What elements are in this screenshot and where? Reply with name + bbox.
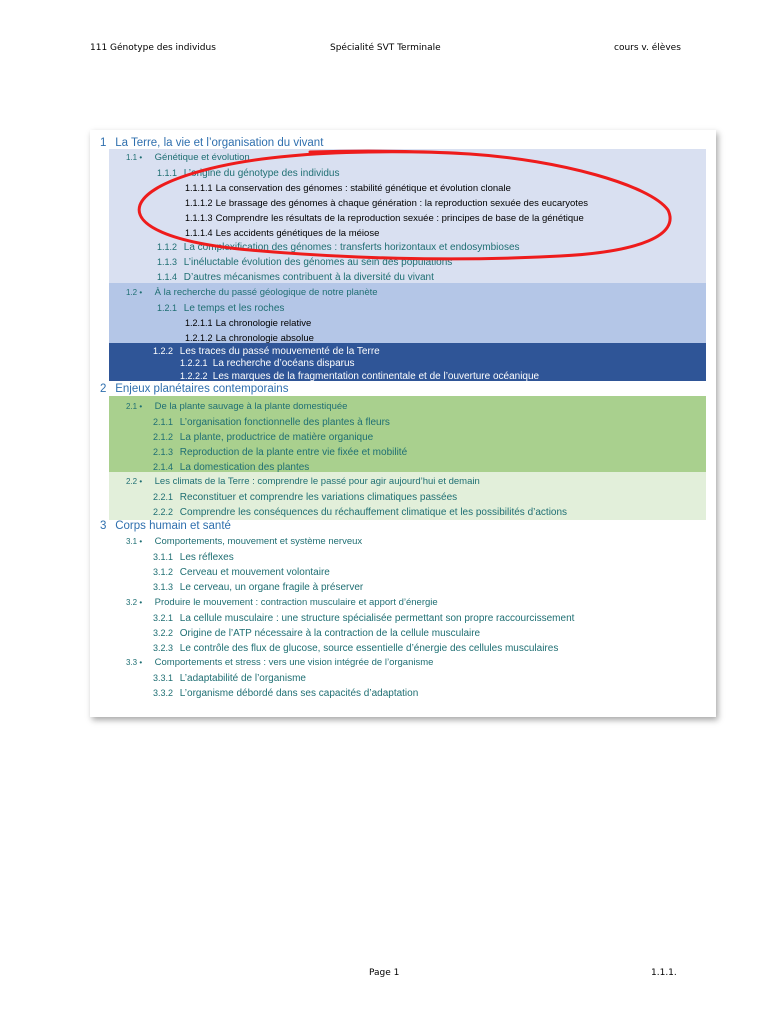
toc-number: 3.1.2 [153,567,174,577]
toc-title: La plante, productrice de matière organique [179,432,374,443]
toc-number: 2.1.2 [153,432,174,442]
toc-title: Comprendre les résultats de la reproduction sexuée : principes de base de la génétique [215,213,584,224]
toc-number: 1.2.2 [153,346,174,356]
toc-title: L’inéluctable évolution des génomes au sein des populations [183,257,453,268]
toc-title: Le contrôle des flux de glucose, source essentielle d’énergie des cellules musculaires [179,643,559,654]
toc-title: Comprendre les conséquences du réchauffement climatique et les possibilités d’actions [179,507,568,518]
toc-title: La recherche d’océans disparus [212,358,355,369]
toc-number: 1.1.4 [157,272,178,282]
toc-title: L’adaptabilité de l’organisme [179,673,306,684]
toc-number: 2.2.2 [153,507,174,517]
toc-number: 3.2.2 [153,628,174,638]
toc-title: La conservation des génomes : stabilité génétique et évolution clonale [215,183,511,194]
toc-number: 2.1.3 [153,447,174,457]
toc-title: À la recherche du passé géologique de notre planète [154,287,378,298]
toc-title: Les marques de la fragmentation continentale et de l’ouverture océanique [212,371,540,382]
toc-title: La chronologie absolue [215,333,314,344]
toc-number: 3.2 • [126,598,143,607]
toc-number: 2.1.1 [153,417,174,427]
toc-title: D’autres mécanismes contribuent à la diversité du vivant [183,272,434,283]
toc-number: 1.1.1 [157,168,178,178]
toc-number: 3.2.3 [153,643,174,653]
toc-number: 1.1.3 [157,257,178,267]
toc-title: La cellule musculaire : une structure spécialisée permettant son propre raccourcissement [179,613,575,624]
toc-title: L’organisme débordé dans ses capacités d’adaptation [179,688,419,699]
toc-number: 3.1 • [126,537,143,546]
toc-number: 1.2 • [126,288,143,297]
toc-number: 1.1.1.4 [185,228,213,238]
toc-title: Cerveau et mouvement volontaire [179,567,330,578]
toc-number: 2.2 • [126,477,143,486]
toc-number: 3.3.1 [153,673,174,683]
toc-title: Comportements et stress : vers une vision intégrée de l’organisme [154,657,434,668]
toc-title: Les accidents génétiques de la méiose [215,228,380,239]
toc-title: La domestication des plantes [179,462,310,473]
toc-number: 3.2.1 [153,613,174,623]
toc-number: 1.2.1 [157,303,178,313]
header-center: Spécialité SVT Terminale [330,43,441,53]
toc-number: 1.2.1.2 [185,333,213,343]
toc-title: Reproduction de la plante entre vie fixée et mobilité [179,447,408,458]
toc-number: 3.1.1 [153,552,174,562]
toc-title: Comportements, mouvement et système nerveux [154,536,363,547]
toc-number: 2 [100,383,107,395]
toc-title: De la plante sauvage à la plante domestiquée [154,401,348,412]
toc-number: 1.2.2.1 [180,358,208,368]
toc-title: L’origine du génotype des individus [183,168,340,179]
toc-title: Les traces du passé mouvementé de la Terre [179,346,380,357]
toc-number: 1.1 • [126,153,143,162]
toc-number: 1.1.1.1 [185,183,213,193]
toc-number: 2.2.1 [153,492,174,502]
toc-number: 3.3 • [126,658,143,667]
footer-page: Page 1 [369,968,400,978]
toc-title: Le cerveau, un organe fragile à préserver [179,582,364,593]
toc-title: La complexification des génomes : transferts horizontaux et endosymbioses [183,242,520,253]
toc-number: 1.1.1.3 [185,213,213,223]
toc-number: 2.1.4 [153,462,174,472]
toc-title: Origine de l’ATP nécessaire à la contraction de la cellule musculaire [179,628,481,639]
toc-title: Les climats de la Terre : comprendre le passé pour agir aujourd’hui et demain [154,476,480,487]
toc-number: 1.1.1.2 [185,198,213,208]
toc-number: 1.1.2 [157,242,178,252]
header-right: cours v. élèves [614,43,681,53]
toc-number: 3.1.3 [153,582,174,592]
toc-title: Enjeux planétaires contemporains [115,383,289,395]
toc-number: 2.1 • [126,402,143,411]
toc-number: 1 [100,137,107,149]
toc-title: La chronologie relative [215,318,312,329]
toc-title: Produire le mouvement : contraction musculaire et apport d’énergie [154,597,438,608]
toc-number: 1.2.2.2 [180,371,208,381]
header-left: 111 Génotype des individus [90,43,216,53]
toc-title: Le brassage des génomes à chaque génération : la reproduction sexuée des eucaryotes [215,198,588,209]
footer-ref: 1.1.1. [651,968,677,978]
toc-title: Le temps et les roches [183,303,285,314]
toc-number: 3 [100,520,107,532]
toc-title: Génétique et évolution [154,152,250,163]
toc-title: La Terre, la vie et l’organisation du vivant [115,137,324,149]
toc-number: 1.2.1.1 [185,318,213,328]
toc-title: Reconstituer et comprendre les variations climatiques passées [179,492,458,503]
toc-title: L’organisation fonctionnelle des plantes à fleurs [179,417,390,428]
toc-number: 3.3.2 [153,688,174,698]
toc-title: Corps humain et santé [115,520,231,532]
toc-title: Les réflexes [179,552,234,563]
